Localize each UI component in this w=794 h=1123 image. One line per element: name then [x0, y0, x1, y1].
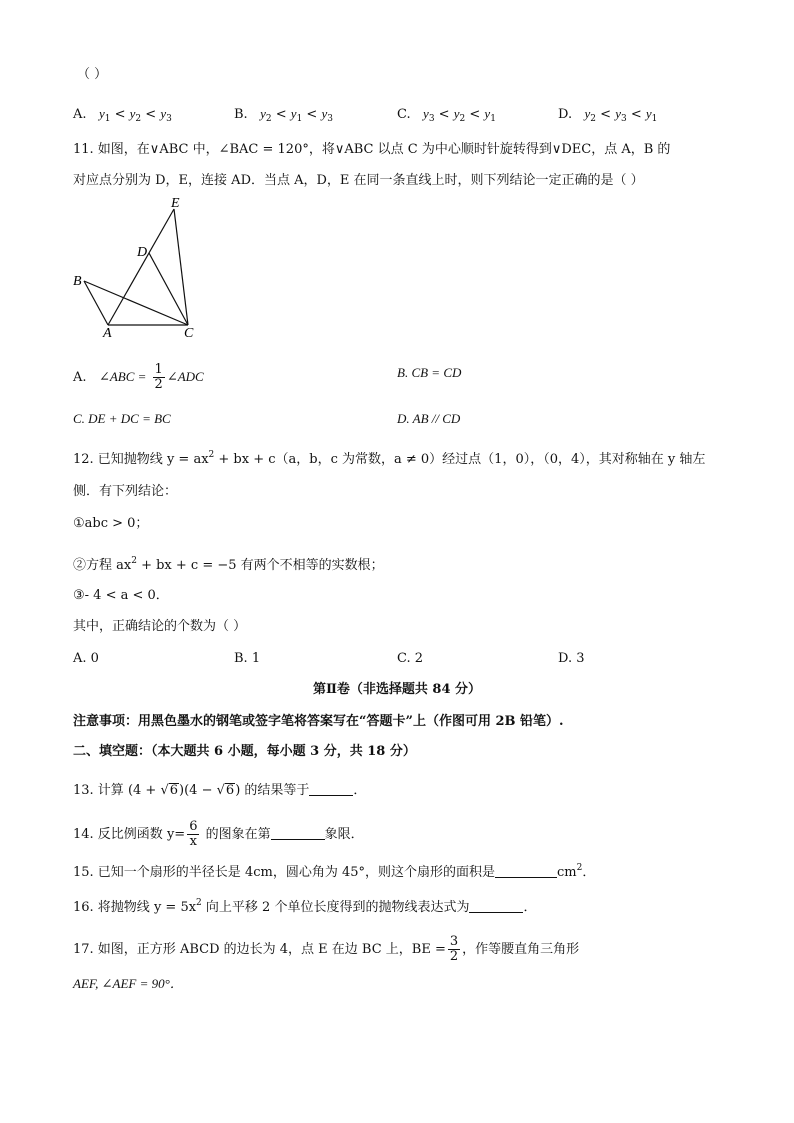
segment-bc — [84, 281, 188, 325]
label-e: E — [171, 196, 180, 211]
fraction-3-over-2: $\frac{3}{2}$ — [449, 934, 459, 964]
q17-line1: 17. 如图，正方形 ABCD 的边长为 4，点 E 在边 BC 上，BE = $\frac{3}{2}$ ，作等腰直角三角形 — [73, 934, 580, 964]
q12-option-c[interactable]: C. 2 — [397, 651, 424, 666]
q11-option-b[interactable]: B. CB = CD — [397, 365, 462, 380]
sqrt-icon: √ — [216, 783, 225, 798]
q12-conclusion-1: ①abc > 0； — [73, 516, 149, 531]
q11-triangle-figure — [70, 196, 210, 342]
part2-notice: 注意事项：用黑色墨水的钢笔或签字笔将答案写在“答题卡”上（作图可用 2B 铅笔）. — [73, 714, 564, 729]
label-c: C — [184, 326, 194, 341]
fraction-one-half: $\frac{1}{2}$ — [154, 362, 163, 392]
q10-answer-paren: （ ） — [77, 67, 108, 82]
q13-answer-blank[interactable] — [309, 781, 353, 796]
q15: 15. 已知一个扇形的半径长是 4cm，圆心角为 45°，则这个扇形的面积是 $cm^2$． — [73, 863, 596, 880]
q16: 16. 将抛物线 $y = 5x^2$ 向上平移 2 个单位长度得到的抛物线表达式为 ． — [73, 898, 537, 915]
q10-option-d[interactable]: D. $y_2 < y_3 < y_1$ — [558, 106, 658, 124]
q14-answer-blank[interactable] — [271, 825, 325, 840]
q11-option-d[interactable]: D. AB // CD — [397, 411, 461, 426]
part2-title: 第Ⅱ卷（非选择题共 84 分） — [312, 682, 482, 697]
segment-ec — [174, 209, 188, 325]
segment-ba — [84, 281, 108, 325]
q17-line2: AEF, ∠AEF = 90°． — [73, 976, 183, 991]
q12-stem-line1: 12. 已知抛物线 $y = ax^2$ + bx + c（a，b，c 为常数，a ≠ 0）经过点（1，0），（0，4），其对称轴在 y 轴左 — [73, 450, 706, 467]
q12-option-a[interactable]: A. 0 — [73, 651, 99, 666]
q12-conclusion-2: ②方程 $ax^2$ + bx + c = −5 有两个不相等的实数根； — [73, 556, 384, 573]
fraction-6-over-x: $\frac{6}{x}$ — [189, 819, 198, 849]
q10-option-c[interactable]: C. $y_3 < y_2 < y_1$ — [397, 106, 496, 124]
q15-answer-blank[interactable] — [495, 863, 557, 878]
q11-stem-line1: 11. 如图，在∨ABC 中，∠BAC = 120°，将∨ABC 以点 C 为中心顺时针旋转得到∨DEC，点 A，B 的 — [73, 142, 671, 157]
q12-stem-line2: 侧．有下列结论： — [73, 484, 178, 499]
section-fill-in-blank: 二、填空题：（本大题共 6 小题，每小题 3 分，共 18 分） — [73, 744, 416, 759]
q12-conclusion-3: ③- 4 < a < 0． — [73, 588, 169, 603]
q12-option-b[interactable]: B. 1 — [234, 651, 261, 666]
segment-dc — [149, 253, 188, 325]
label-a: A — [103, 326, 112, 341]
q11-option-a[interactable]: A. ∠ABC = $\frac{1}{2}$ ∠ADC — [73, 362, 204, 392]
q11-stem-line2: 对应点分别为 D，E，连接 AD．当点 A，D，E 在同一条直线上时，则下列结论一定正确的是（ ） — [73, 173, 644, 188]
label-d: D — [137, 245, 148, 260]
q16-answer-blank[interactable] — [469, 898, 523, 913]
q11-option-c[interactable]: C. DE + DC = BC — [73, 411, 171, 426]
segment-ae — [108, 209, 174, 325]
q13: 13. 计算 (4 + √6)(4 − √6) 的结果等于 ． — [73, 783, 367, 798]
q10-option-a[interactable]: A. $y_1 < y_2 < y_3$ — [73, 106, 172, 124]
q14: 14. 反比例函数 y= $\frac{6}{x}$ 的图象在第 象限． — [73, 819, 364, 849]
sqrt-icon: √ — [160, 783, 169, 798]
q12-option-d[interactable]: D. 3 — [558, 651, 585, 666]
q10-option-b[interactable]: B. $y_2 < y_1 < y_3$ — [234, 106, 333, 124]
q12-question: 其中，正确结论的个数为（ ） — [73, 619, 247, 634]
label-b: B — [73, 274, 82, 289]
